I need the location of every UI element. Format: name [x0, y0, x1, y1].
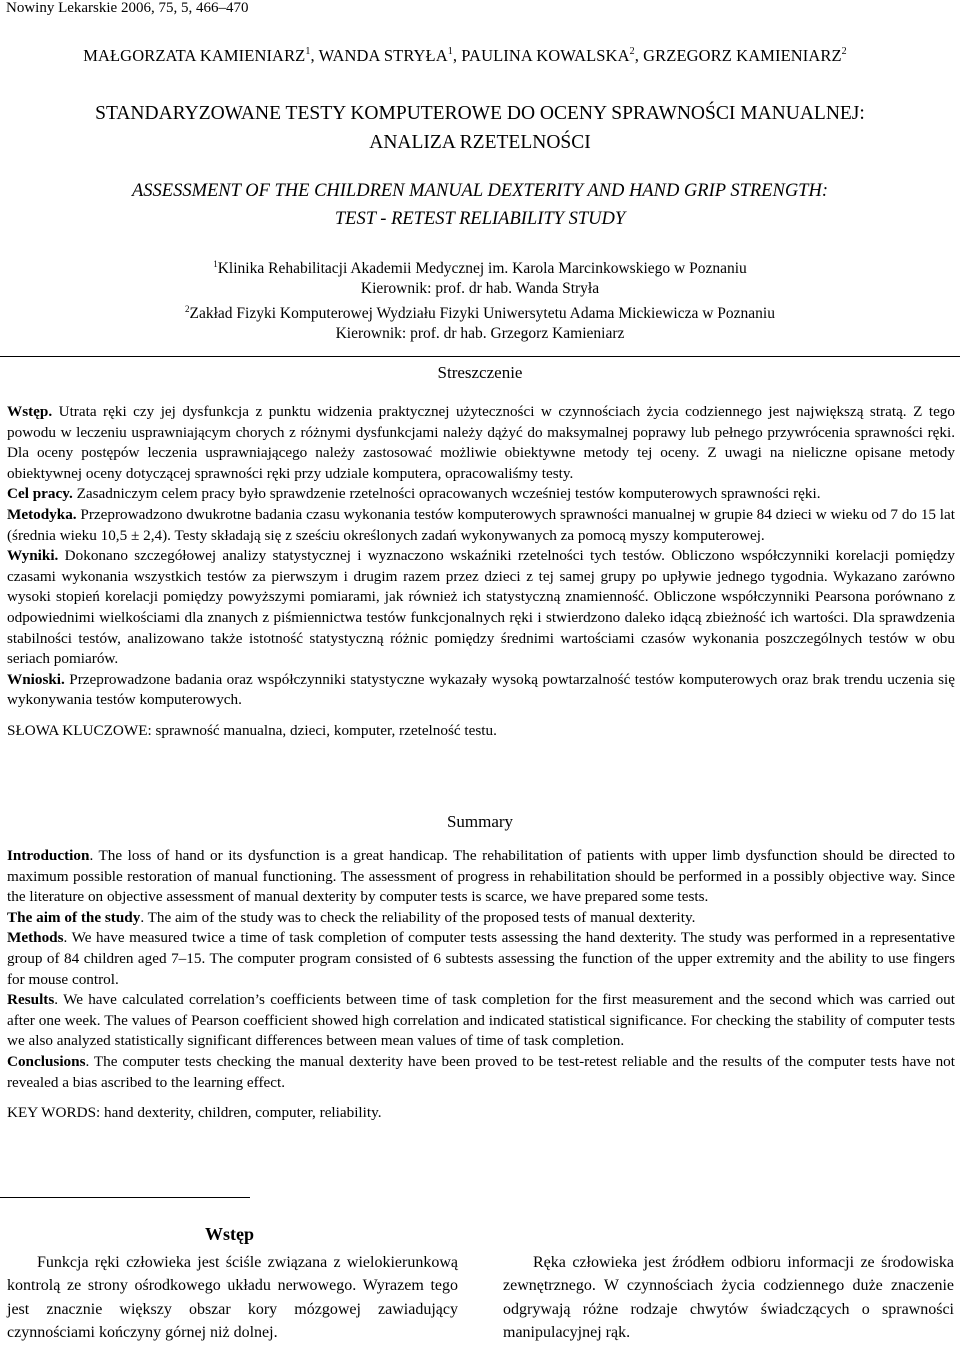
affiliation-1: $^1$Klinika Rehabilitacji Akademii Medycznej im. Karola Marcinkowskiego w Poznaniu [213, 259, 747, 277]
author-3: PAULINA KOWALSKA$^2$, [461, 46, 644, 65]
body-right-paragraph: Ręka człowieka jest źródłem odbioru informacji ze środowiska zewnętrznego. W czynnościach życia codziennego duże znaczenie odgrywają różne rodzaje chwytów świadczących o sprawności manipulacyjnej rąk. [503, 1254, 954, 1342]
author-1: MAŁGORZATA KAMIENIARZ$^1$, [83, 46, 319, 65]
footnote-divider [0, 1197, 250, 1198]
abstract-en-paragraph: Results. We have calculated correlation’s coefficients between time of task completion for the first measurement and the second which was carried out after one week. The values of Pearson coefficient showed high correlation and indicated statistical significance. For checking the stability of computer tests we also analyzed statistically significant differences between mean values of time of task completion. [7, 991, 955, 1050]
affiliation-2: $^2$Zakład Fizyki Komputerowej Wydziału Fizyki Uniwersytetu Adama Mickiewicza w Poznaniu [185, 304, 775, 322]
author-2: WANDA STRYŁA$^1$, [318, 46, 462, 65]
body-left-paragraph: Funkcja ręki człowieka jest ściśle związana z wielokierunkową kontrolą ze strony ośrodkowego układu nerwowego. Wyrazem tego jest znacznie większy obszar kory mózgowej zawiadujący czynnościami kończyny górnej niż dolnej. [7, 1254, 458, 1342]
abstract-polish [7, 402, 955, 742]
title-english [0, 177, 960, 233]
abstract-pl-paragraph: Wnioski. Przeprowadzone badania oraz współczynniki statystyczne wykazały wysoką powtarzalność testów komputerowych oraz brak trendu uczenia się wykonywania testów komputerowych. [7, 670, 955, 709]
abstract-pl-paragraph: Cel pracy. Zasadniczym celem pracy było sprawdzenie rzetelności opracowanych wcześniej testów komputerowych sprawności ręki. [7, 485, 821, 503]
abstract-english [7, 846, 955, 1124]
streszczenie-heading: Streszczenie [437, 363, 523, 382]
abstract-pl-paragraph: Wyniki. Dokonano szczegółowej analizy statystycznej i wyznaczono wskaźniki rzetelności tych testów. Obliczono współczynniki korelacji pomiędzy czasami wykonania wszystkich testów za pierwszym i drugim razem przez dzieci z tej samej grupy po upływie jednego tygodnia. Wykazano zarówno wysoki stopień korelacji pomiędzy powyższymi pomiarami, jak również ich statystyczną znamienność. Obliczone współczynniki Pearsona porównano z odpowiednimi wielkościami dla znanych z piśmiennictwa testów funkcjonalnych ręki i stwierdzono daleko idącą zbieżność ich wartości. Dla sprawdzenia stabilności testów, analizowano także istotność statystyczną różnic pomiędzy średnimi wartościami czasów wykonania poszczególnych testów w obu seriach pomiarów. [7, 547, 955, 668]
title-polish [0, 99, 960, 157]
abstract-en-paragraph: The aim of the study. The aim of the study was to check the reliability of the proposed tests of manual dexterity. [7, 908, 696, 926]
abstract-pl-paragraph: Metodyka. Przeprowadzono dwukrotne badania czasu wykonania testów komputerowych sprawności manualnej w grupie 84 dzieci w wieku od 7 do 15 lat (średnia wieku 10,5 ± 2,4). Testy składają się z sześciu określonych zadań wykonywanych za pomocą myszy komputerowej. [7, 505, 955, 544]
affiliation-2-head: Kierownik: prof. dr hab. Grzegorz Kamieniarz [335, 325, 625, 342]
author-4: GRZEGORZ KAMIENIARZ$^2$ [643, 46, 847, 65]
body-left-column [7, 1251, 458, 1345]
abstract-en-paragraph: Introduction. The loss of hand or its dysfunction is a great handicap. The rehabilitation of patients with upper limb dysfunction should be directed to maximum possible restoration of manual functioning. The assessment of progress in rehabilitation should be performed in a possibly objective way. Since the literature on objective assessment of manual dexterity by computer tests is scarce, we have prepared some tests. [7, 847, 955, 906]
abstract-pl-paragraph: Wstęp. Utrata ręki czy jej dysfunkcja z punktu widzenia praktycznej użyteczności w czynnościach życia codziennego jest największą stratą. Z tego powodu w leczeniu usprawniającym chorych z różnymi dysfunkcjami należy dążyć do maksymalnej poprawy lub pełnego przywrócenia sprawności ręki. Dla oceny postępów leczenia usprawniającego należy zastosować możliwie obiektywne metody tej oceny. Z uwagi na nieliczne opisane metody obiektywnej oceny dotyczącej sprawności ręki przy udziale komputera, opracowaliśmy testy. [7, 403, 955, 482]
author-list [0, 46, 930, 66]
keywords-polish: SŁOWA KLUCZOWE: sprawność manualna, dzieci, komputer, rzetelność testu. [7, 721, 497, 739]
abstract-en-paragraph: Methods. We have measured twice a time of task completion of computer tests assessing the hand dexterity. The study was performed in a representative group of 84 children aged 7–15. The computer program consisted of 6 subtests assessing the function of the upper extremity and the ability to use fingers for mouse control. [7, 929, 955, 988]
summary-heading: Summary [446, 812, 514, 831]
abstract-en-paragraph: Conclusions. The computer tests checking the manual dexterity have been proved to be test-retest reliable and the results of the computer tests have not revealed a bias ascribed to the learning effect. [7, 1052, 955, 1091]
keywords-english: KEY WORDS: hand dexterity, children, computer, reliability. [7, 1104, 382, 1122]
body-section-heading: Wstęp [205, 1224, 254, 1244]
affiliations [0, 254, 960, 344]
title-polish-line-2: ANALIZA RZETELNOŚCI [369, 132, 591, 153]
title-english-line-1: ASSESSMENT OF THE CHILDREN MANUAL DEXTERITY AND HAND GRIP STRENGTH: [131, 181, 828, 201]
journal-reference: Nowiny Lekarskie 2006, 75, 5, 466–470 [6, 0, 249, 16]
title-english-line-2: TEST - RETEST RELIABILITY STUDY [334, 209, 626, 229]
body-right-column [503, 1251, 954, 1345]
header-divider [0, 356, 960, 357]
title-polish-line-1: STANDARYZOWANE TESTY KOMPUTEROWE DO OCENY SPRAWNOŚCI MANUALNEJ: [95, 103, 865, 124]
affiliation-1-head: Kierownik: prof. dr hab. Wanda Stryła [360, 280, 600, 297]
